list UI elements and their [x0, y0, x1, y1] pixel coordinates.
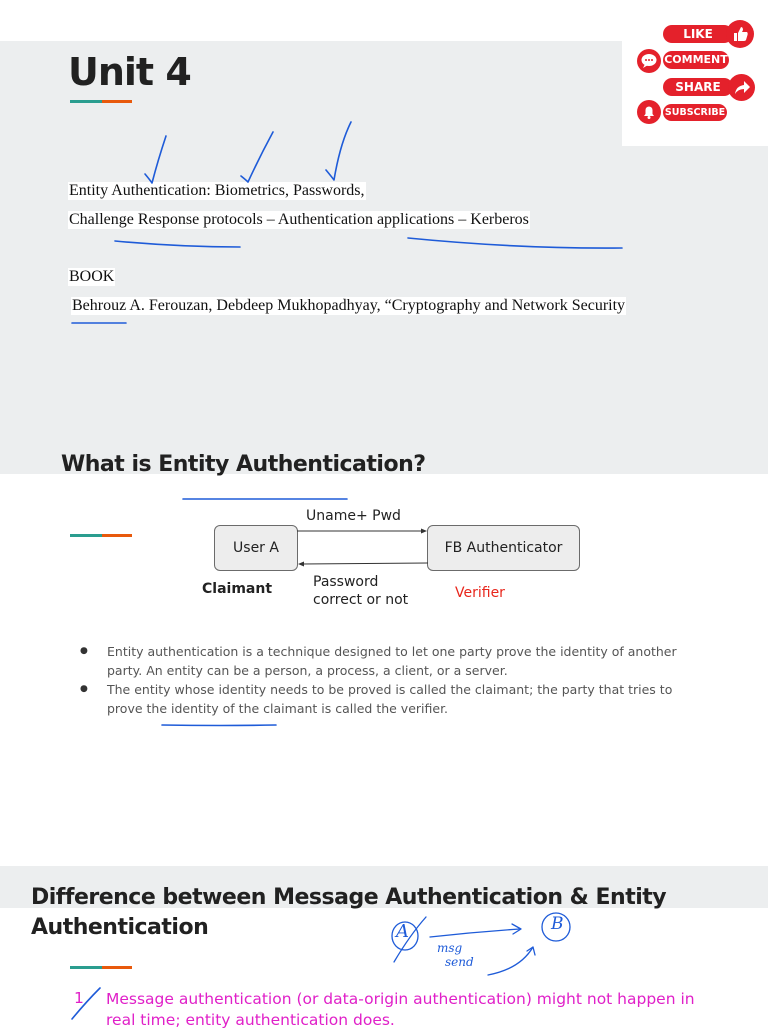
bullet-item: ● Entity authentication is a technique designed to let one party prove the identity of another party. An entity can be a person, a process, a client, or a server. [80, 642, 700, 680]
underline-verifier [162, 725, 276, 726]
arrow-label-response-line-2: correct or not [313, 592, 409, 608]
book-label: BOOK [69, 268, 115, 285]
checkmark-3 [326, 122, 351, 180]
underline-challenge [115, 241, 240, 247]
subscribe-button[interactable] [663, 104, 727, 121]
like-button[interactable] [663, 25, 733, 43]
fb-authenticator-label: FB Authenticator [444, 540, 563, 556]
like-label: LIKE [683, 27, 713, 41]
accent-bar-orange-3 [102, 966, 132, 969]
point-number: 1 [74, 989, 84, 1007]
pen-slash-point [70, 984, 104, 1024]
arrow-label-credentials: Uname+ Pwd [306, 508, 401, 524]
social-panel [622, 0, 768, 146]
arrow-label-response-line-1: Password [313, 574, 379, 590]
share-label: SHARE [675, 80, 721, 94]
comment-button[interactable] [663, 51, 729, 69]
accent-bar-teal-2 [70, 534, 102, 537]
difference-point-1: Message authentication (or data-origin authentication) might not happen in real time; entity authentication does. [106, 990, 695, 1029]
arrow-response-head [298, 562, 304, 567]
claimant-label: Claimant [202, 581, 273, 597]
share-button[interactable] [663, 78, 733, 96]
arrow-request-head [421, 529, 427, 534]
thumbs-up-icon[interactable] [726, 20, 754, 48]
share-arrow-icon[interactable] [728, 74, 755, 101]
note-msg-send [437, 941, 474, 969]
user-a-box [214, 525, 298, 571]
slide-3-title: Difference between Message Authentication & Entity Authentication [31, 885, 667, 940]
underline-applications [408, 238, 622, 248]
handwritten-sketch [380, 905, 580, 985]
note-msg: msg [437, 941, 463, 955]
note-letter-a: A [396, 921, 409, 942]
slide-2-title: What is Entity Authentication? [61, 452, 426, 477]
comment-label: COMMENT [664, 53, 728, 66]
arrow-send [488, 947, 533, 975]
book-reference: Behrouz A. Ferouzan, Debdeep Mukhopadhyay, “Cryptography and Network Security [72, 297, 626, 314]
slash-mark [72, 988, 100, 1019]
accent-bar-orange-2 [102, 534, 132, 537]
comment-icon[interactable] [637, 49, 661, 73]
subscribe-label: SUBSCRIBE [664, 107, 726, 118]
arrow-response [302, 563, 428, 564]
bullet-item: ● The entity whose identity needs to be proved is called the claimant; the party that tries to prove the identity of the claimant is called the verifier. [80, 680, 700, 718]
arrow-label-response [313, 573, 408, 609]
diagram-arrows [290, 520, 435, 575]
accent-bar-teal-3 [70, 966, 102, 969]
fb-authenticator-box [427, 525, 580, 571]
bullet-list [80, 642, 700, 718]
unit-title: Unit 4 [68, 50, 191, 94]
note-send: send [445, 955, 474, 969]
topics-line-2: Challenge Response protocols – Authentication applications – Kerberos [69, 211, 529, 228]
arrow-a-to-b [430, 929, 520, 937]
note-letter-b: B [551, 914, 564, 934]
accent-bar-teal [70, 100, 102, 103]
bell-icon[interactable] [637, 100, 661, 124]
user-a-label: User A [233, 540, 279, 556]
topics-line-1: Entity Authentication: Biometrics, Passwords, [69, 182, 365, 199]
checkmark-2 [241, 132, 273, 182]
accent-bar-orange [102, 100, 132, 103]
verifier-label: Verifier [455, 585, 505, 601]
checkmark-1 [145, 136, 166, 183]
